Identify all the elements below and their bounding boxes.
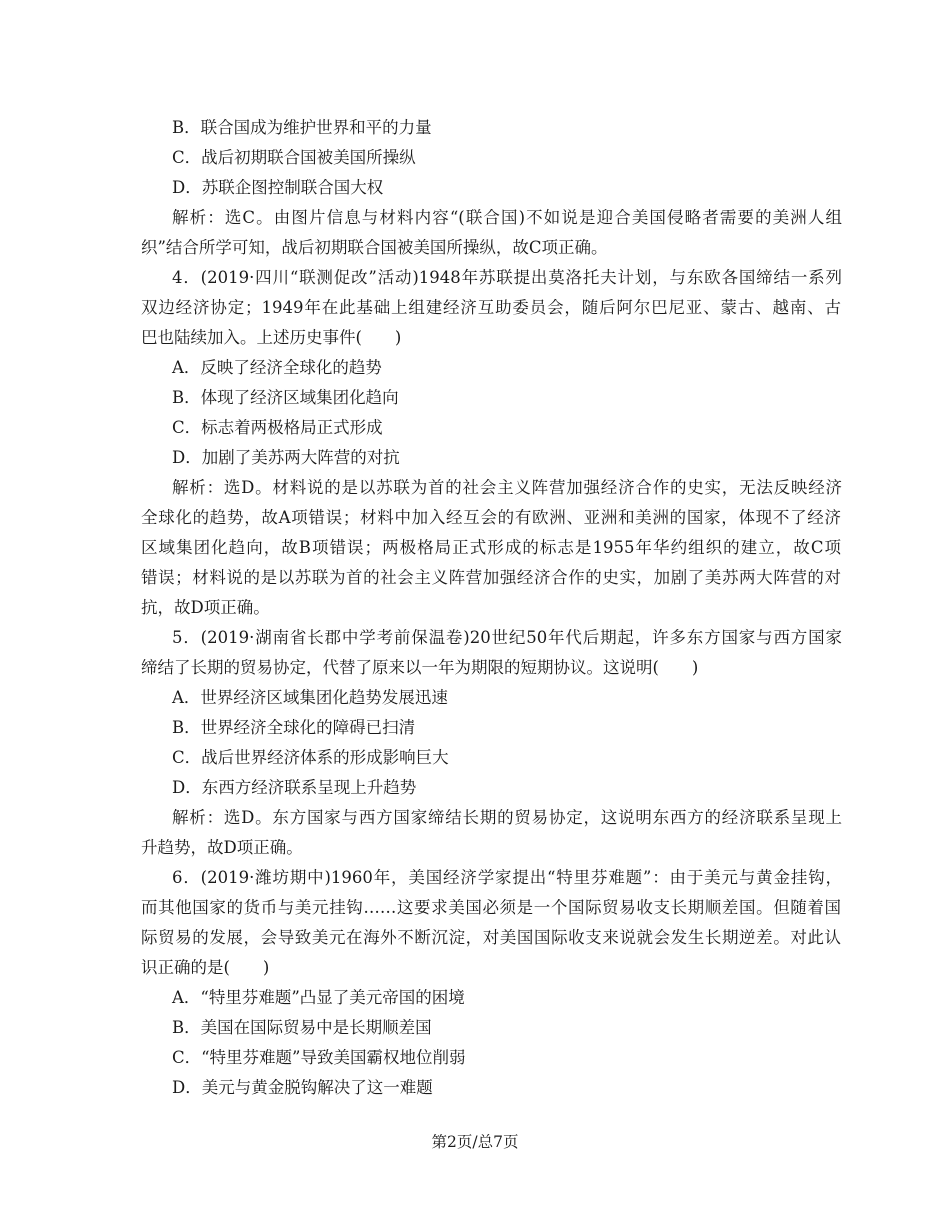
q3-option-b: B．联合国成为维护世界和平的力量 bbox=[172, 118, 432, 137]
q4-analysis-line-4: 错误；材料说的是以苏联为首的社会主义阵营加强经济合作的史实，加剧了美苏两大阵营的对 bbox=[141, 568, 841, 587]
q6-stem-line-1: 6．(2019·潍坊期中)1960年，美国经济学家提出“特里芬难题”：由于美元与黄金挂钩， bbox=[172, 868, 842, 887]
q4-option-c: C．标志着两极格局正式形成 bbox=[172, 418, 383, 437]
q3-analysis-line-1: 解析：选C。由图片信息与材料内容“(联合国)不如说是迎合美国侵略者需要的美洲人组 bbox=[172, 208, 842, 227]
q4-analysis-line-5: 抗，故D项正确。 bbox=[141, 598, 270, 617]
q5-analysis-line-1: 解析：选D。东方国家与西方国家缔结长期的贸易协定，这说明东西方的经济联系呈现上 bbox=[172, 808, 842, 827]
q6-option-b: B．美国在国际贸易中是长期顺差国 bbox=[172, 1018, 432, 1037]
q5-stem-line-2: 缔结了长期的贸易协定，代替了原来以一年为期限的短期协议。这说明( ) bbox=[141, 658, 699, 677]
q4-option-d: D．加剧了美苏两大阵营的对抗 bbox=[172, 448, 400, 467]
q3-analysis-line-2: 织”结合所学可知，战后初期联合国被美国所操纵，故C项正确。 bbox=[141, 238, 608, 257]
q4-stem-line-2: 双边经济协定；1949年在此基础上组建经济互助委员会，随后阿尔巴尼亚、蒙古、越南、古 bbox=[141, 298, 841, 317]
q3-option-d: D．苏联企图控制联合国大权 bbox=[172, 178, 384, 197]
q6-option-c: C．“特里芬难题”导致美国霸权地位削弱 bbox=[172, 1048, 466, 1067]
q4-stem-line-3: 巴也陆续加入。上述历史事件( ) bbox=[141, 328, 402, 347]
q4-stem-line-1: 4．(2019·四川“联测促改”活动)1948年苏联提出莫洛托夫计划，与东欧各国缔结一系列 bbox=[172, 268, 842, 287]
q3-option-c: C．战后初期联合国被美国所操纵 bbox=[172, 148, 416, 167]
q5-option-c: C．战后世界经济体系的形成影响巨大 bbox=[172, 748, 449, 767]
page-number-footer: 第2页/总7页 bbox=[431, 1133, 519, 1151]
q6-stem-line-4: 识正确的是( ) bbox=[141, 958, 270, 977]
q5-stem-line-1: 5．(2019·湖南省长郡中学考前保温卷)20世纪50年代后期起，许多东方国家与西方国家 bbox=[172, 628, 842, 647]
q6-option-a: A．“特里芬难题”凸显了美元帝国的困境 bbox=[172, 988, 465, 1007]
q5-option-b: B．世界经济全球化的障碍已扫清 bbox=[172, 718, 416, 737]
q5-option-a: A．世界经济区域集团化趋势发展迅速 bbox=[172, 688, 448, 707]
q5-analysis-line-2: 升趋势，故D项正确。 bbox=[141, 838, 303, 857]
q5-option-d: D．东西方经济联系呈现上升趋势 bbox=[172, 778, 417, 797]
q4-analysis-line-3: 区域集团化趋向，故B项错误；两极格局正式形成的标志是1955年华约组织的建立，故C项 bbox=[141, 538, 841, 557]
q4-analysis-line-1: 解析：选D。材料说的是以苏联为首的社会主义阵营加强经济合作的史实，无法反映经济 bbox=[172, 478, 842, 497]
q6-option-d: D．美元与黄金脱钩解决了这一难题 bbox=[172, 1078, 433, 1097]
q6-stem-line-3: 际贸易的发展，会导致美元在海外不断沉淀，对美国国际收支来说就会发生长期逆差。对此认 bbox=[141, 928, 841, 947]
q4-option-b: B．体现了经济区域集团化趋向 bbox=[172, 388, 399, 407]
q4-option-a: A．反映了经济全球化的趋势 bbox=[172, 358, 382, 377]
q4-analysis-line-2: 全球化的趋势，故A项错误；材料中加入经互会的有欧洲、亚洲和美洲的国家，体现不了经济 bbox=[141, 508, 841, 527]
q6-stem-line-2: 而其他国家的货币与美元挂钩……这要求美国必须是一个国际贸易收支长期顺差国。但随着国 bbox=[141, 898, 841, 917]
